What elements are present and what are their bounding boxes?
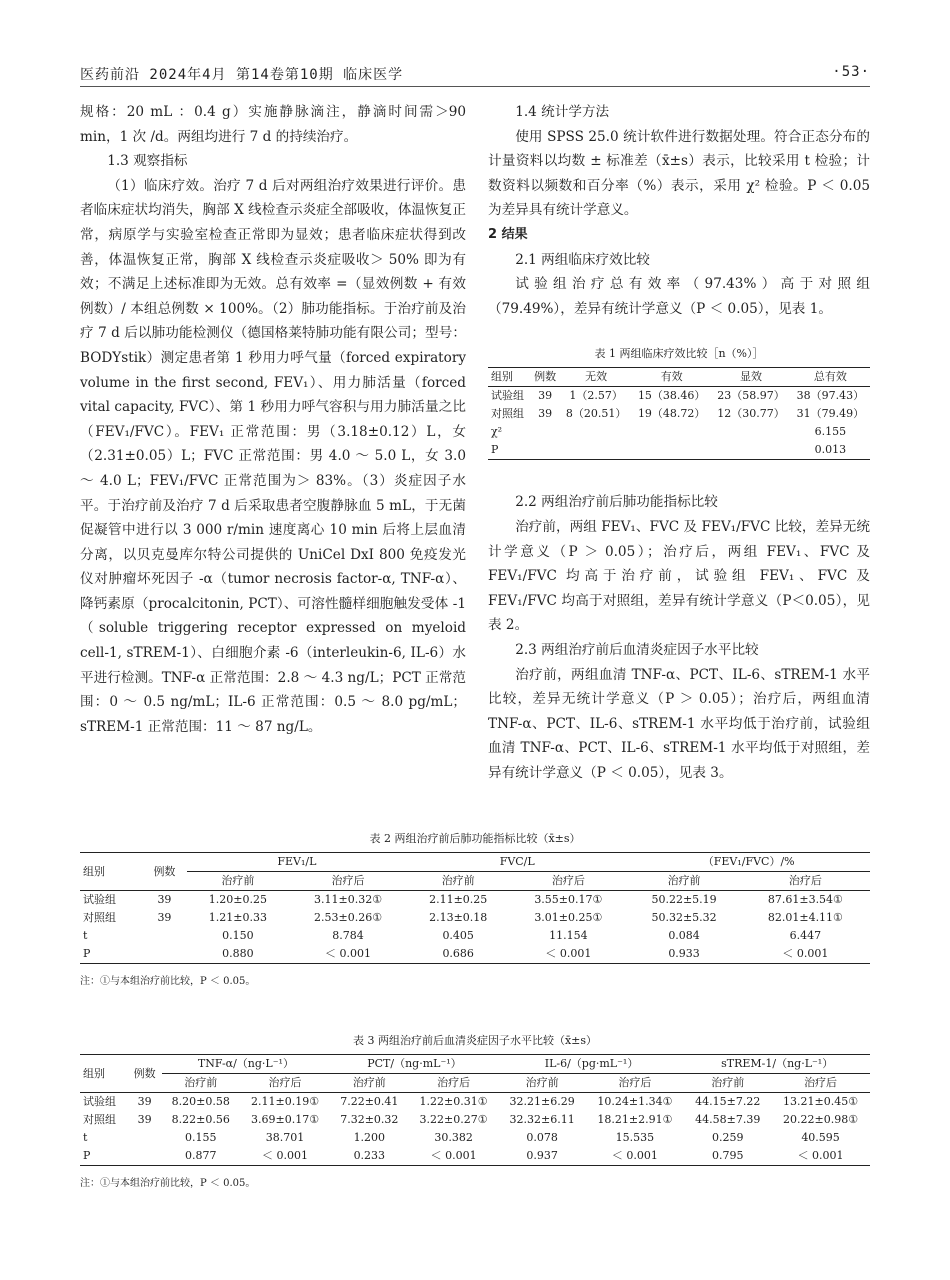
table3-cell: 0.259: [711, 1131, 744, 1144]
table2-cell: 6.447: [789, 929, 822, 942]
col-il6: IL-6/（pg·mL⁻¹）: [499, 1055, 685, 1074]
journal-info: 医药前沿 2024年4月 第14卷第10期 临床医学: [80, 67, 404, 83]
page-number: ·53·: [832, 64, 870, 80]
table2-cell: 3.55±0.17①: [534, 893, 603, 906]
table3-subheader-cell: 治疗前: [525, 1076, 559, 1089]
running-header: [80, 60, 870, 87]
table3-cell: ＜ 0.001: [430, 1149, 477, 1162]
table3-cell: 32.21±6.29: [509, 1095, 575, 1108]
col-group: 组别: [80, 1055, 128, 1093]
table1-cell: 0.013: [814, 443, 847, 457]
table3-cell: 3.22±0.27①: [419, 1113, 488, 1126]
table2-cell: 11.154: [549, 929, 588, 942]
section-heading: 1.3 观察指标: [107, 153, 188, 170]
table3-cell: 1.200: [353, 1131, 386, 1144]
table3-cell: 7.22±0.41: [340, 1095, 399, 1108]
table1-cell: χ²: [491, 425, 503, 439]
table2-cell: 50.32±5.32: [651, 911, 717, 924]
table2-cell: t: [83, 929, 88, 942]
table3-cell: 8.20±0.58: [171, 1095, 230, 1108]
table1-caption: 表 1 两组临床疗效比较［n（%）］: [594, 347, 764, 361]
table2-cell: 39: [157, 911, 172, 924]
table2-cell: 3.11±0.32①: [314, 893, 383, 906]
table1-header-cell: 总有效: [813, 370, 847, 384]
table2-cell: 0.084: [668, 929, 700, 942]
table3-cell: 0.877: [185, 1149, 217, 1162]
table-row: [80, 1129, 870, 1147]
table1-cell: 8（20.51）: [565, 407, 627, 421]
table3-subheader-cell: 治疗后: [618, 1076, 652, 1089]
paragraph: （1）临床疗效。治疗 7 d 后对两组治疗效果进行评价。患者临床症状均消失，胸部 X 线检查示炎症全部吸收，体温恢复正常，病原学与实验室检查正常即为显效；患者临床症状得到改善，体温恢复正常，胸部 X 线检查示炎症吸收＞ 50% 即为有效；不满足上述标准即为无效。总有效率 =（显效例数 + 有效例数）/ 本组总例数 × 100%。（2）肺功能指标。于治疗前及治疗 7 d 后以肺功能检测仪（德国格莱特肺功能有限公司；型号：BODYstik）测定患者第 1 秒用力呼气量（forced expiratory volume in the first second, FEV₁）、用力肺活量（forced vital capacity, FVC）、第 1 秒用力呼气容积与用力肺活量之比（FEV₁/FVC）。FEV₁ 正常范围：男（3.18±0.12）L，女（2.31±0.05）L；FVC 正常范围：男 4.0 ～ 5.0 L，女 3.0 ～ 4.0 L；FEV₁/FVC 正常范围为＞ 83%。（3）炎症因子水平。于治疗前及治疗 7 d 后采取患者空腹静脉血 5 mL，于无菌促凝管中进行以 3 000 r/min 速度离心 10 min 后将上层血清分离，以贝克曼库尔特公司提供的 UniCel DxI 800 免疫发光仪对肿瘤坏死因子 -α（tumor necrosis factor-α, TNF-α）、降钙素原（procalcitonin, PCT）、可溶性髓样细胞触发受体 -1（soluble triggering receptor expressed on myeloid cell-1, sTREM-1）、白细胞介素 -6（interleukin-6, IL-6）水平进行检测。TNF-α 正常范围：2.8 ～ 4.3 ng/L；PCT 正常范围：0 ～ 0.5 ng/mL；IL-6 正常范围：0.5 ～ 8.0 pg/mL；sTREM-1 正常范围：11 ～ 87 ng/L。: [80, 177, 466, 735]
table-row: [80, 1147, 870, 1166]
table1-cell: 6.155: [814, 425, 847, 439]
table1-header-cell: 有效: [660, 370, 683, 384]
col-ratio: （FEV₁/FVC）/%: [627, 853, 870, 872]
table3-note: 注：①与本组治疗前比较，P ＜ 0.05。: [80, 1178, 256, 1189]
table2-subheader-cell: 治疗前: [441, 874, 475, 887]
table1-cell: [560, 423, 632, 441]
table2-cell: P: [83, 947, 91, 960]
table3-subheader-cell: 治疗后: [437, 1076, 471, 1089]
section-heading: 2 结果: [488, 226, 528, 242]
table1-cell: 12（30.77）: [717, 407, 785, 421]
table2-cell: ＜ 0.001: [782, 947, 829, 960]
table3-cell: 32.32±6.11: [509, 1113, 575, 1126]
section-heading: 2.3 两组治疗前后血清炎症因子水平比较: [515, 641, 759, 658]
table2-cell: 0.933: [668, 947, 700, 960]
table3-cell: ＜ 0.001: [797, 1149, 844, 1162]
table1-cell: 试验组: [491, 389, 524, 403]
paragraph: 规格：20 mL ：0.4 g）实施静脉滴注，静滴时间需＞90 min，1 次 /d。两组均进行 7 d 的持续治疗。: [80, 104, 466, 145]
table-row: [80, 1111, 870, 1129]
table2-cell: ＜ 0.001: [325, 947, 372, 960]
table1-cell: [711, 423, 790, 441]
table2-cell: 2.13±0.18: [429, 911, 488, 924]
table2-caption: 表 2 两组治疗前后肺功能指标比较（x̄±s）: [369, 832, 581, 845]
table3-cell: t: [83, 1131, 88, 1144]
table-row: [80, 909, 870, 927]
table3-cell: 0.795: [711, 1149, 744, 1162]
table1-header-cell: 无效: [585, 370, 608, 384]
table3-cell: 13.21±0.45①: [783, 1095, 859, 1108]
table3-block: [80, 1034, 870, 1189]
table2-cell: 87.61±3.54①: [767, 893, 843, 906]
col-fev1: FEV₁/L: [187, 853, 407, 872]
table2-cell: [142, 945, 187, 964]
table1-cell: [632, 423, 711, 441]
table2-cell: 50.22±5.19: [651, 893, 717, 906]
table3-cell: 30.382: [434, 1131, 473, 1144]
table3-cell: 40.595: [801, 1131, 840, 1144]
paragraph: 试验组治疗总有效率（97.43%）高于对照组（79.49%），差异有统计学意义（P ＜ 0.05），见表 1。: [488, 276, 870, 317]
table3-cell: [128, 1129, 162, 1147]
table2-block: [80, 832, 870, 987]
col-tnf: TNF-α/（ng·L⁻¹）: [162, 1055, 331, 1074]
col-n: 例数: [142, 853, 187, 891]
table2-subheader-cell: 治疗后: [331, 874, 365, 887]
table3-cell: 2.11±0.19①: [251, 1095, 320, 1108]
table1-header-cell: 例数: [534, 370, 557, 384]
table-row: [80, 927, 870, 945]
table3-cell: 8.22±0.56: [171, 1113, 230, 1126]
table2-cell: 2.11±0.25: [429, 893, 488, 906]
table2-subheader-cell: 治疗后: [551, 874, 585, 887]
table2-cell: 0.880: [222, 947, 254, 960]
table1-cell: 39: [538, 407, 553, 421]
table3-subheader-cell: 治疗前: [711, 1076, 745, 1089]
table3-cell: 对照组: [83, 1113, 116, 1126]
table3-caption: 表 3 两组治疗前后血清炎症因子水平比较（x̄±s）: [352, 1034, 598, 1047]
table3-cell: ＜ 0.001: [262, 1149, 309, 1162]
table1-cell: P: [491, 443, 499, 457]
table2-cell: 3.01±0.25①: [534, 911, 603, 924]
table1-cell: 对照组: [491, 407, 524, 421]
table3-cell: 39: [137, 1113, 152, 1126]
table3-cell: 39: [137, 1095, 152, 1108]
table3-cell: 10.24±1.34①: [597, 1095, 673, 1108]
table2-cell: 8.784: [332, 929, 364, 942]
table1-cell: [530, 441, 560, 460]
table1-cell: [711, 441, 790, 460]
table3-cell: 试验组: [83, 1095, 116, 1108]
table2-subheader-cell: 治疗前: [667, 874, 701, 887]
table2-cell: 0.405: [442, 929, 474, 942]
table-row: [488, 423, 870, 441]
table2-cell: 0.150: [222, 929, 254, 942]
table1-header-cell: 组别: [491, 370, 513, 384]
col-fvc: FVC/L: [407, 853, 627, 872]
table2-cell: 1.20±0.25: [208, 893, 267, 906]
table1-cell: 19（48.72）: [637, 407, 706, 421]
table2-cell: 82.01±4.11①: [767, 911, 843, 924]
table2-subheader-cell: 治疗后: [788, 874, 822, 887]
table-row: [80, 891, 870, 910]
table1-cell: [530, 423, 560, 441]
table-row: [80, 1093, 870, 1112]
col-group: 组别: [80, 853, 142, 891]
table1-cell: 39: [538, 389, 553, 403]
table1-cell: 38（97.43）: [796, 389, 865, 403]
table2-cell: 0.686: [442, 947, 474, 960]
table2-note: 注：①与本组治疗前比较，P ＜ 0.05。: [80, 976, 256, 987]
paragraph: 治疗前，两组血清 TNF-α、PCT、IL-6、sTREM-1 水平比较，差异无统计学意义（P ＞ 0.05）；治疗后，两组血清 TNF-α、PCT、IL-6、sTREM-1 水平均低于治疗前，试验组血清 TNF-α、PCT、IL-6、sTREM-1 水平均低于对照组，差异有统计学意义（P ＜ 0.05），见表 3。: [488, 666, 870, 781]
table-row: [80, 945, 870, 964]
paragraph: 使用 SPSS 25.0 统计软件进行数据处理。符合正态分布的计量资料以均数 ± 标准差（x̄±s）表示，比较采用 t 检验；计数资料以频数和百分率（%）表示，采用 χ² 检验。P ＜ 0.05 为差异具有统计学意义。: [488, 128, 870, 219]
table3-subheader-cell: 治疗后: [804, 1076, 838, 1089]
section-heading: 2.1 两组临床疗效比较: [515, 251, 650, 268]
table3-cell: 0.155: [185, 1131, 217, 1144]
table3-subheader-cell: 治疗前: [352, 1076, 386, 1089]
table2: [80, 852, 870, 964]
col-strem: sTREM-1/（ng·L⁻¹）: [684, 1055, 870, 1074]
table3-cell: 38.701: [265, 1131, 305, 1144]
table2-cell: ＜ 0.001: [545, 947, 592, 960]
right-column: [488, 100, 870, 785]
left-column: [80, 100, 466, 739]
table3-cell: 0.078: [526, 1131, 558, 1144]
table2-cell: 39: [157, 893, 172, 906]
section-heading: 2.2 两组治疗前后肺功能指标比较: [515, 494, 718, 511]
section-heading: 1.4 统计学方法: [515, 104, 610, 120]
table3-cell: 44.58±7.39: [695, 1113, 761, 1126]
col-n: 例数: [128, 1055, 162, 1093]
table1-cell: 23（58.97）: [717, 389, 785, 403]
table3-cell: P: [83, 1149, 91, 1162]
table2-cell: [142, 927, 187, 945]
table-row: [488, 441, 870, 460]
table1: [488, 367, 870, 460]
col-pct: PCT/（ng·mL⁻¹）: [330, 1055, 499, 1074]
table3-cell: ＜ 0.001: [611, 1149, 658, 1162]
table3-cell: 15.535: [615, 1131, 655, 1144]
table-row: [488, 387, 870, 406]
table3-subheader-cell: 治疗前: [184, 1076, 218, 1089]
table3-cell: 44.15±7.22: [695, 1095, 761, 1108]
table2-cell: 对照组: [83, 911, 116, 924]
table3-subheader-cell: 治疗后: [268, 1076, 302, 1089]
table1-cell: [560, 441, 632, 460]
table3-cell: 3.69±0.17①: [251, 1113, 320, 1126]
table2-cell: 试验组: [83, 893, 116, 906]
table-row: [488, 405, 870, 423]
table3-cell: [128, 1147, 162, 1166]
paragraph: 治疗前，两组 FEV₁、FVC 及 FEV₁/FVC 比较，差异无统计学意义（P ＞ 0.05）；治疗后，两组 FEV₁、FVC 及 FEV₁/FVC 均高于治疗前，试验组 FEV₁、FVC 及 FEV₁/FVC 均高于对照组，差异有统计学意义（P＜0.05），见表 2。: [488, 518, 870, 634]
table1-cell: 1（2.57）: [569, 389, 623, 403]
table3-cell: 18.21±2.91①: [597, 1113, 673, 1126]
table3-cell: 7.32±0.32: [340, 1113, 399, 1126]
table1-cell: [632, 441, 711, 460]
table2-cell: 2.53±0.26①: [314, 911, 383, 924]
table3: [80, 1054, 870, 1166]
table1-header-cell: 显效: [740, 370, 762, 384]
table1-cell: 31（79.49）: [796, 407, 865, 421]
table2-cell: 1.21±0.33: [208, 911, 267, 924]
table3-cell: 20.22±0.98①: [783, 1113, 859, 1126]
table3-cell: 0.937: [526, 1149, 558, 1162]
table1-cell: 15（38.46）: [637, 389, 706, 403]
table2-subheader-cell: 治疗前: [221, 874, 255, 887]
table3-cell: 1.22±0.31①: [419, 1095, 488, 1108]
table3-cell: 0.233: [353, 1149, 386, 1162]
